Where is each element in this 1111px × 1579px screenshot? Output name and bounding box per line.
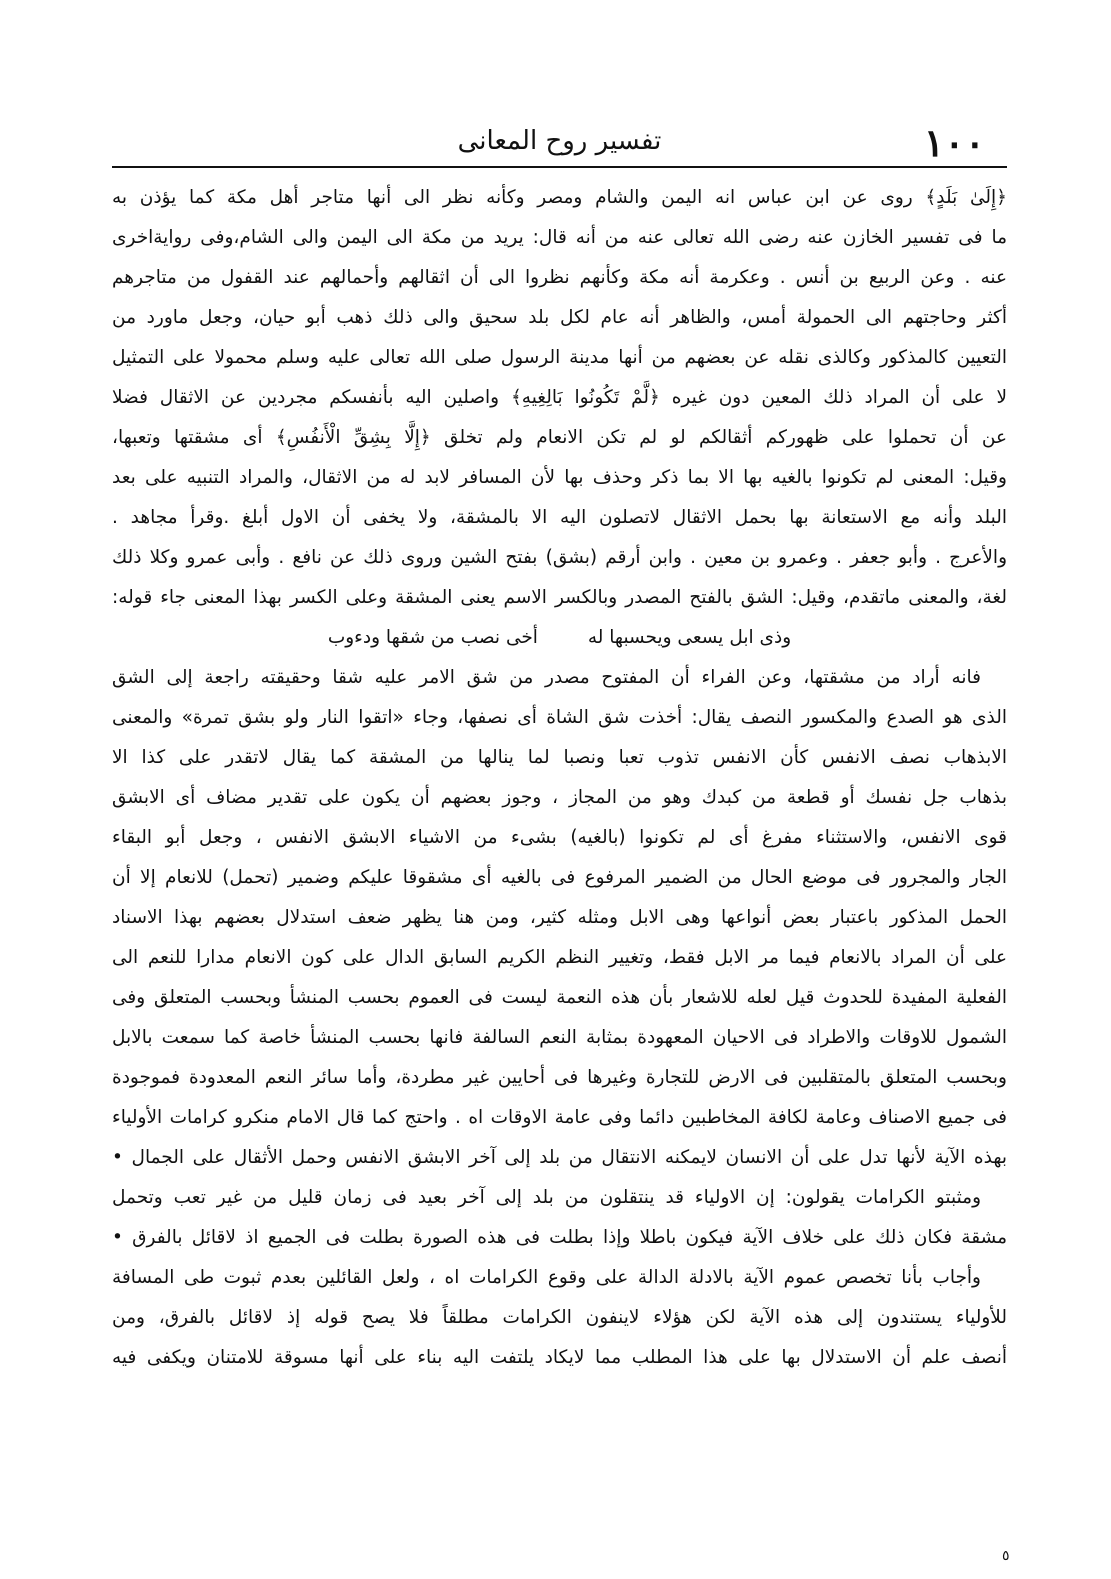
page-number: ١٠٠ (923, 120, 985, 165)
text-line: ما فى تفسير الخازن عنه رضى الله تعالى عنه من أنه قال: يريد من مكة الى اليمن والى الشام،وفى روايةاخرى (112, 227, 1007, 248)
text-line: لغة، والمعنى ماتقدم، وقيل: الشق بالفتح المصدر وبالكسر الاسم يعنى المشقة وعلى الكسر بهذا المعنى جاء قوله: (112, 587, 1007, 608)
text-line: وبحسب المتعلق بالمتقلبين فى الارض للتجارة وغيرها فى أحايين غير مطردة، وأما سائر النعم المعدودة فموجودة (112, 1067, 1007, 1088)
text-line: الذى هو الصدع والمكسور النصف يقال: أخذت شق الشاة أى نصفها، وجاء «اتقوا النار ولو بشق تمرة» والمعنى (112, 707, 1007, 728)
text-line: قوى الانفس، والاستثناء مفرغ أى لم تكونوا (بالغيه) بشىء من الاشياء الابشق الانفس ، وجعل أبو البقاء (112, 827, 1007, 848)
text-line: الابذهاب نصف الانفس كأن الانفس تذوب تعبا ونصبا لما ينالها من المشقة كما يقال لاتقدر على كذا الا (112, 747, 1007, 768)
verse-first-half: وذى ابل يسعى ويحسبها له (587, 627, 792, 648)
page-header (112, 118, 1007, 168)
text-line: والأعرج . وأبو جعفر . وعمرو بن معين . وابن أرقم (بشق) بفتح الشين وروى ذلك عن نافع . وأبى عمرو وكلا ذلك (112, 547, 1007, 568)
text-line: على أن المراد بالانعام فيما مر الابل فقط، وتغيير النظم الكريم السابق الدال على كون الانعام مدارا للنعم الى (112, 947, 1007, 968)
poetry-verse (112, 618, 1007, 658)
footer-mark: ٥ (1002, 1548, 1010, 1564)
text-line: وأجاب بأنا تخصص عموم الآية بالادلة الدالة على وقوع الكرامات اه ، ولعل القائلين بعدم ثبوت طى المسافة (112, 1267, 981, 1288)
text-line: الفعلية المفيدة للحدوث قيل لعله للاشعار بأن هذه النعمة ليست فى العموم بحسب المنشأ وبحسب المتعلق وفى (112, 987, 1007, 1008)
text-line: بذهاب جل نفسك أو قطعة من كبدك وهو من المجاز ، وجوز بعضهم أن يكون على تقدير مضاف أى الابشق (112, 787, 1007, 808)
text-line: أكثر وحاجتهم الى الحمولة أمس، والظاهر أنه عام لكل بلد سحيق والى ذلك ذهب أبو حيان، وجعل ماورد من (112, 307, 1007, 328)
main-text (112, 178, 1007, 1378)
text-line: التعيين كالمذكور وكالذى نقله عن بعضهم من أنها مدينة الرسول صلى الله تعالى عليه وسلم محمولا على التمثيل (112, 347, 1007, 368)
text-line: عنه . وعن الربيع بن أنس . وعكرمة أنه مكة وكأنهم نظروا الى أن اثقالهم وأحمالهم عند القفول من متاجرهم (112, 267, 1007, 288)
running-title: تفسير روح المعانى (457, 126, 662, 156)
text-line: مشقة فكان ذلك على خلاف الآية فيكون باطلا وإذا بطلت فى هذه الصورة بطلت فى الجميع اذ لاقائل بالفرق • (112, 1227, 1007, 1248)
text-line: بهذه الآية لأنها تدل على أن الانسان لايمكنه الانتقال من بلد إلى آخر الابشق الانفس وحمل الأثقال على الجمال • (112, 1147, 1007, 1168)
text-line: فى جميع الاصناف وعامة لكافة المخاطبين دائما وفى عامة الاوقات اه . واحتج كما قال الامام منكرو كرامات الأولياء (112, 1107, 1007, 1128)
header-divider (112, 166, 1007, 168)
text-line: أنصف علم أن الاستدلال بها على هذا المطلب مما لايكاد يلتفت اليه بناء على أنها مسوقة للامتنان ويكفى فيه (112, 1347, 1007, 1368)
text-line: البلد وأنه مع الاستعانة بها بحمل الاثقال لاتصلون اليه الا بالمشقة، ولا يخفى أن الاول أبلغ .وقرأ مجاهد . (112, 507, 1007, 528)
text-line: ﴿إِلَىٰ بَلَدٍ﴾ روى عن ابن عباس انه اليمن والشام ومصر وكأنه نظر الى أنها متاجر أهل مكة كما يؤذن به (112, 187, 1007, 208)
verse-second-half: أخى نصب من شقها ودءوب (327, 627, 538, 648)
text-line: وقيل: المعنى لم تكونوا بالغيه بها الا بما ذكر وحذف بها لأن المسافر لابد له من الاثقال، والمراد التنبيه على بعد (112, 467, 1007, 488)
text-line: عن أن تحملوا على ظهوركم أثقالكم لو لم تكن الانعام ولم تخلق ﴿إِلَّا بِشِقِّ الْأَنفُسِ﴾ أى مشقتها وتعبها، (112, 427, 1007, 448)
text-line: الحمل المذكور باعتبار بعض أنواعها وهى الابل ومثله كثير، ومن هنا يظهر ضعف استدلال بعضهم بهذا الاسناد (112, 907, 1007, 928)
text-line: للأولياء يستندون إلى هذه الآية لكن هؤلاء لاينفون الكرامات مطلقاً فلا يصح قوله إذ لاقائل بالفرق، ومن (112, 1307, 1007, 1328)
text-line: الجار والمجرور فى موضع الحال من الضمير المرفوع فى بالغيه أى مشقوقا عليكم وضمير (تحمل) للانعام إلا أن (112, 867, 1007, 888)
text-line: ومثبتو الكرامات يقولون: إن الاولياء قد ينتقلون من بلد إلى آخر بعيد فى زمان قليل من غير تعب وتحمل (112, 1187, 981, 1208)
text-line: الشمول للاوقات والاطراد فى الاحيان المعهودة بمثابة النعم السالفة فانها بحسب المنشأ خاصة كما سمعت بالابل (112, 1027, 1007, 1048)
text-line: فانه أراد من مشقتها، وعن الفراء أن المفتوح مصدر من شق الامر عليه شقا وحقيقته راجعة إلى الشق (112, 667, 981, 688)
text-line: لا على أن المراد ذلك المعين دون غيره ﴿لَّمْ تَكُونُوا بَالِغِيهِ﴾ واصلين اليه بأنفسكم مجردين عن الاثقال فضلا (112, 387, 1007, 408)
